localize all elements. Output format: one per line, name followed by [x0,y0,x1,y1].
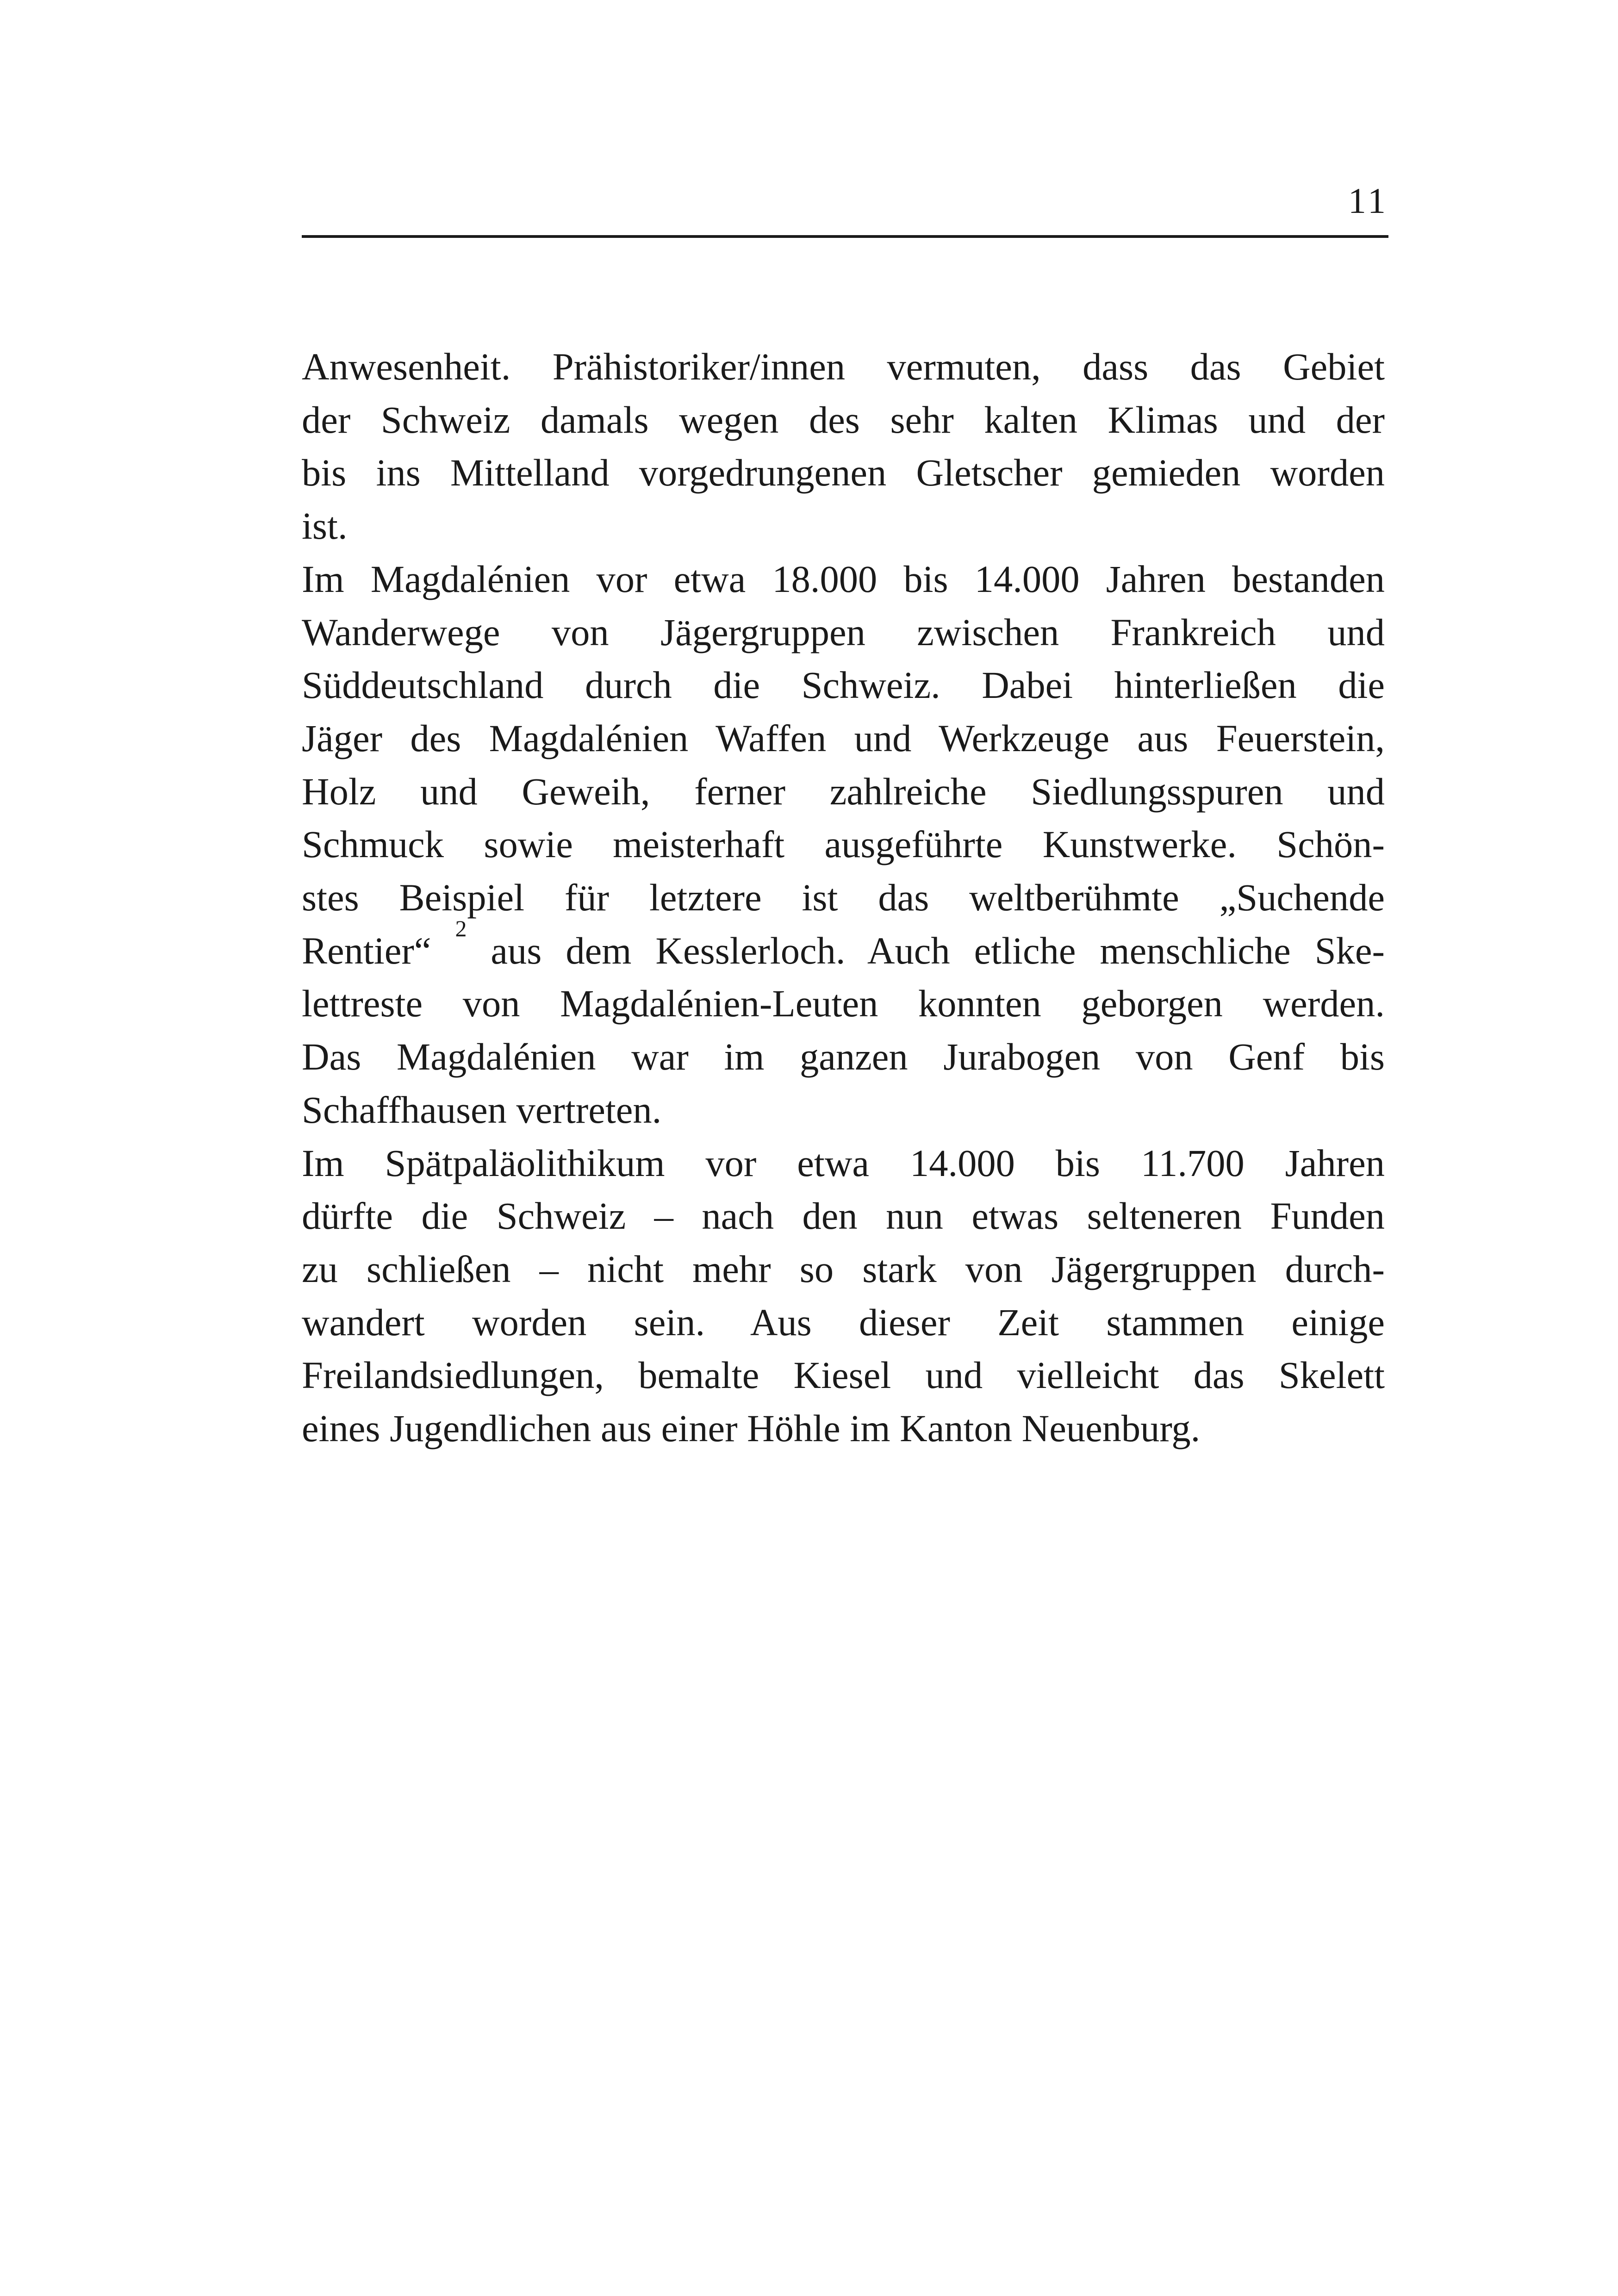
paragraph-3 [302,1137,1385,1455]
text-line: wandert worden sein. Aus dieser Zeit stammen einige [302,1300,1385,1344]
text-line: dürfte die Schweiz – nach den nun etwas selteneren Funden [302,1195,1385,1238]
text-line: lettreste von Magdalénien-Leuten konnten geborgen werden. [302,982,1385,1025]
text-line: eines Jugendlichen aus einer Höhle im Kanton Neuenburg. [302,1407,1201,1450]
text-line: Das Magdalénien war im ganzen Jurabogen von Genf bis [302,1035,1385,1078]
text-segment: aus dem Kesslerloch. Auch etliche menschliche Ske- [491,929,1385,972]
text-line: Anwesenheit. Prähistoriker/innen vermuten, dass das Gebiet [302,345,1385,388]
text-line: der Schweiz damals wegen des sehr kalten Klimas und der [302,398,1385,441]
paragraph-1 [302,340,1385,553]
body-text [302,340,1385,1455]
text-line-with-footnote [302,915,1385,977]
text-line: bis ins Mittelland vorgedrungenen Gletscher gemieden worden [302,451,1385,494]
text-line: zu schließen – nicht mehr so stark von Jägergruppen durch- [302,1247,1385,1290]
text-line: Schaffhausen vertreten. [302,1088,662,1131]
text-line: Jäger des Magdalénien Waffen und Werkzeuge aus Feuerstein, [302,716,1385,759]
text-line: Im Spätpaläolithikum vor etwa 14.000 bis 11.700 Jahren [302,1141,1385,1184]
text-line: Schmuck sowie meisterhaft ausgeführte Kunstwerke. Schön- [302,823,1385,866]
text-line: Wanderwege von Jägergruppen zwischen Frankreich und [302,610,1385,653]
text-line: Im Magdalénien vor etwa 18.000 bis 14.000 Jahren bestanden [302,557,1385,600]
text-segment: Rentier“ [302,929,431,972]
header-rule [302,235,1388,238]
text-line: Holz und Geweih, ferner zahlreiche Siedlungsspuren und [302,770,1385,813]
page-number: 11 [1348,180,1388,221]
text-line: Freilandsiedlungen, bemalte Kiesel und vielleicht das Skelett [302,1354,1385,1397]
text-line: stes Beispiel für letztere ist das weltberühmte „Suchende [302,876,1385,919]
text-line: ist. [302,504,348,548]
footnote-reference[interactable]: 2 [455,915,467,942]
text-line: Süddeutschland durch die Schweiz. Dabei hinterließen die [302,664,1385,707]
paragraph-2 [302,553,1385,1137]
